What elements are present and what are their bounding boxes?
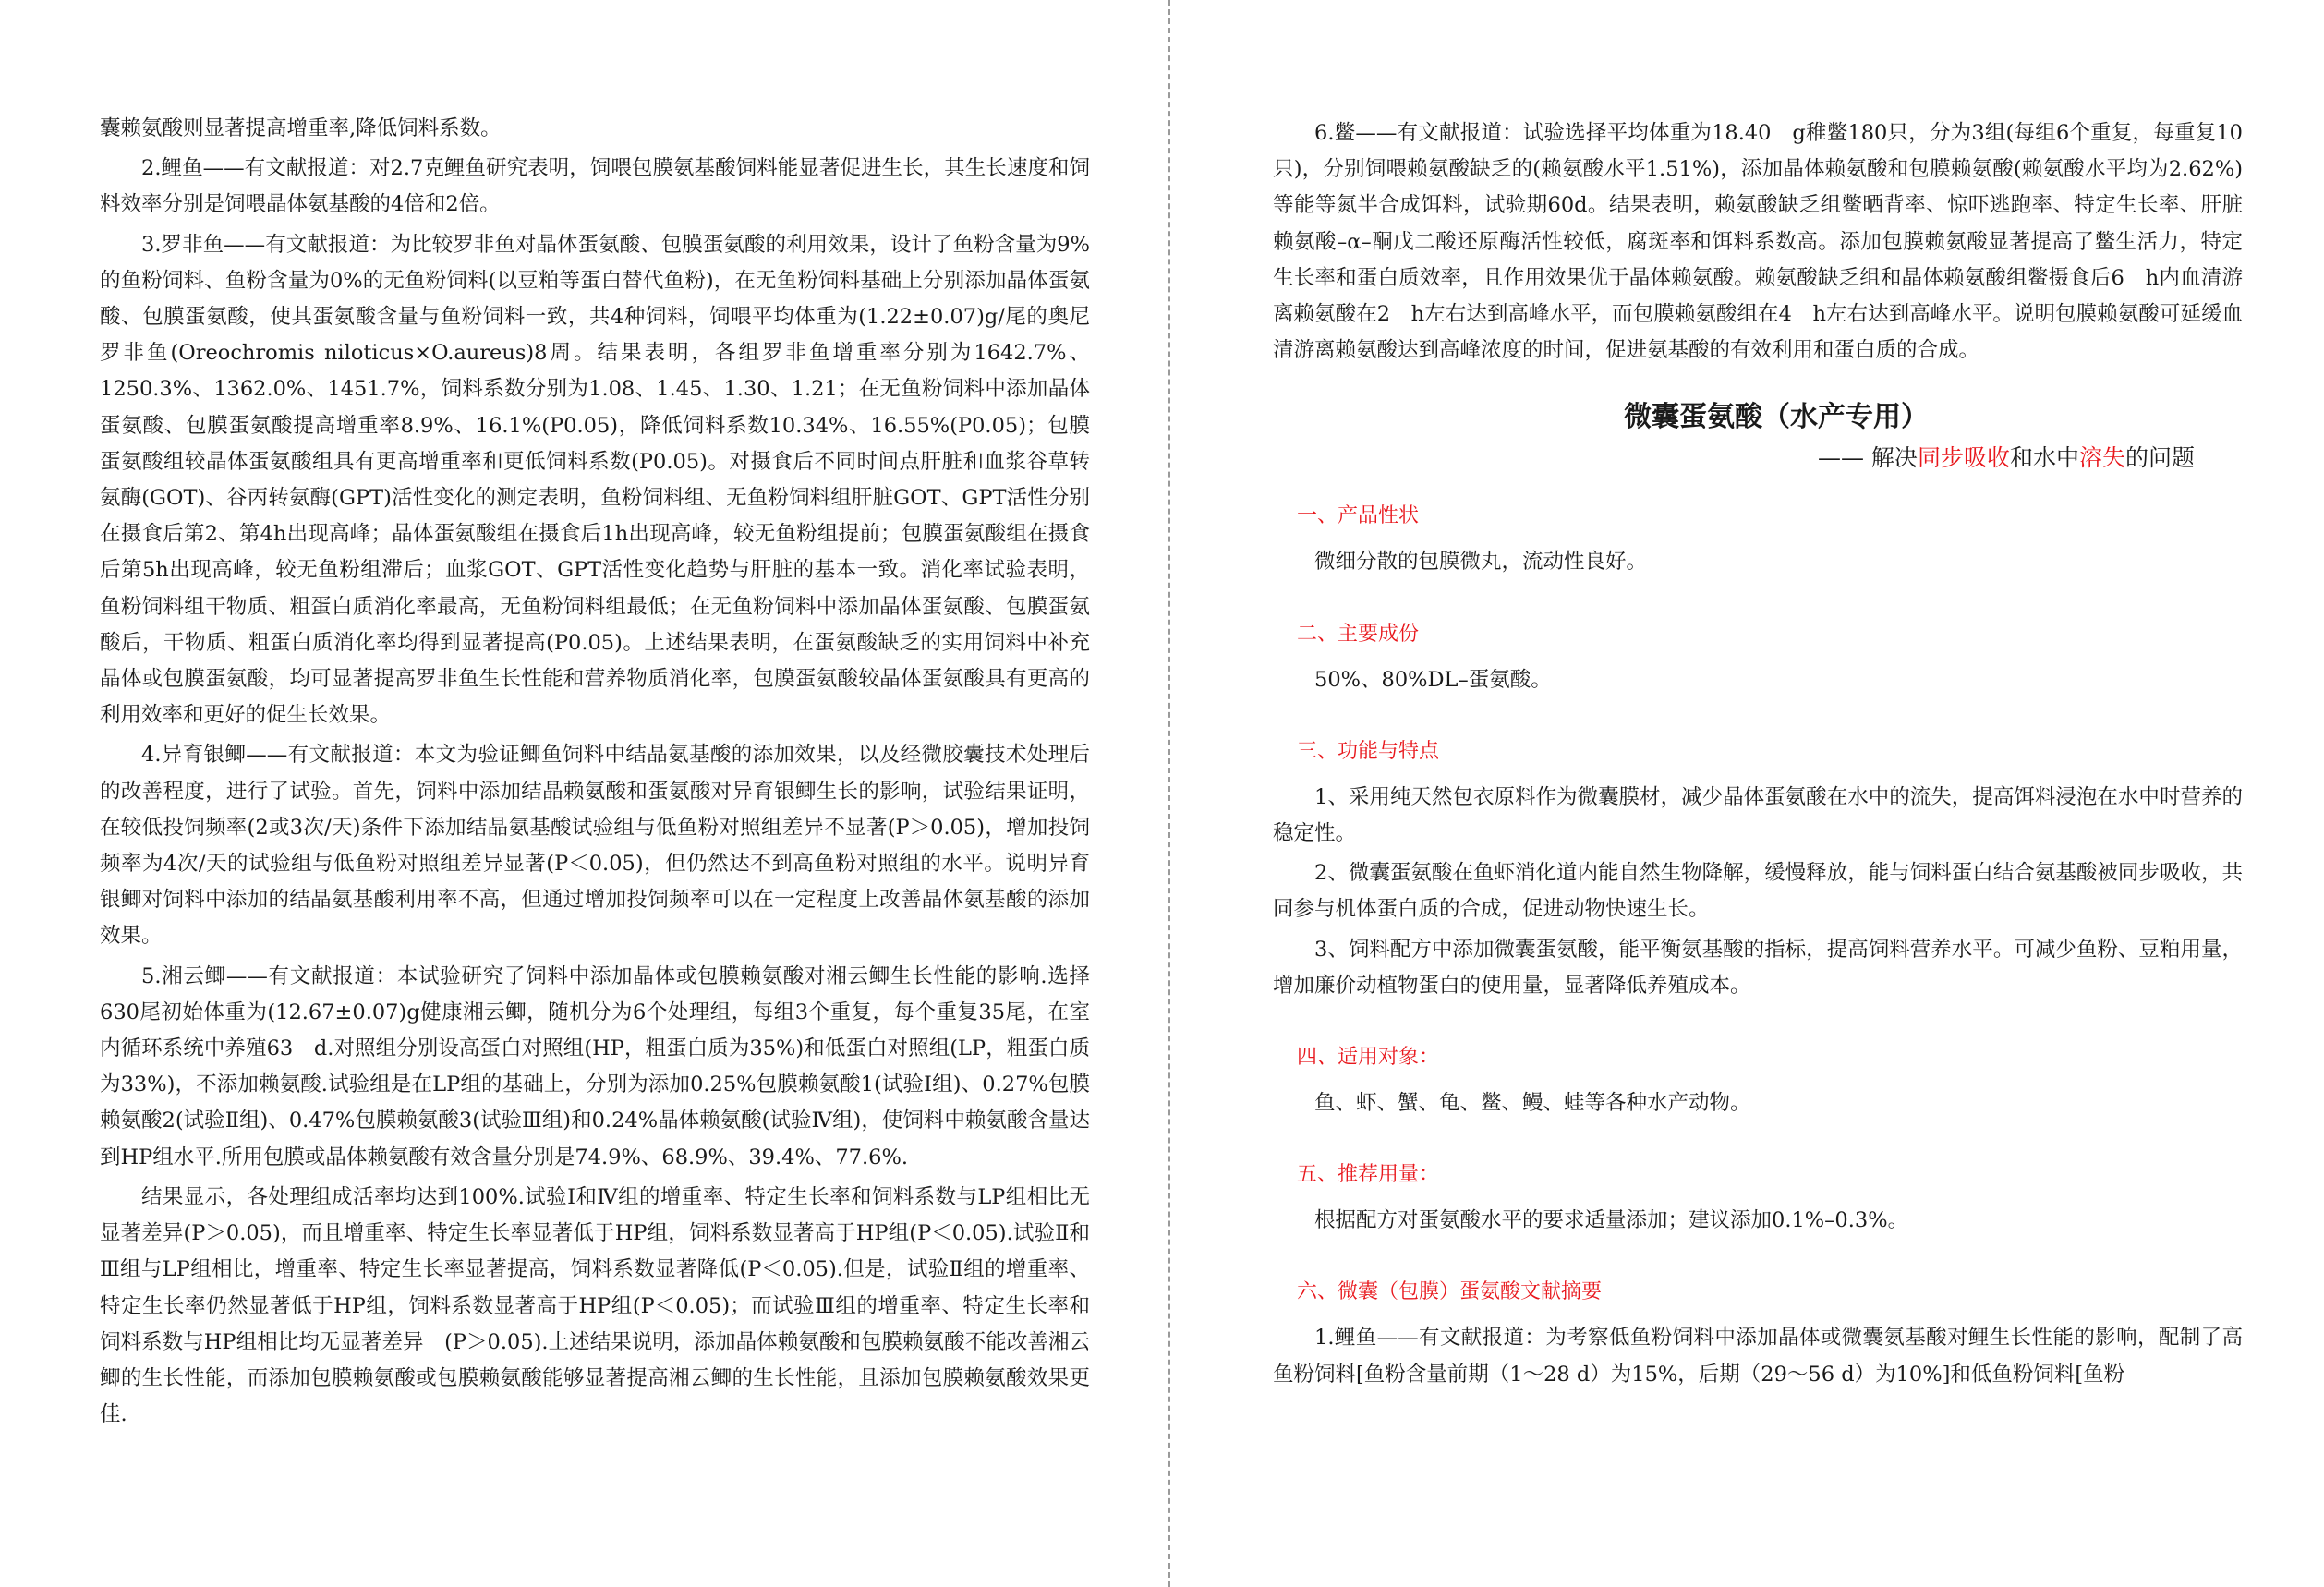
section-text-literature: 1.鲤鱼——有文献报道：为考察低鱼粉饲料中添加晶体或微囊氨基酸对鲤生长性能的影响，配制了高鱼粉饲料[鱼粉含量前期（1～28 d）为15%，后期（29～56 d）为10%]和低鱼粉饲料[鱼粉 xyxy=(1273,1326,2243,1387)
section-text-properties: 微细分散的包膜微丸，流动性良好。 xyxy=(1314,550,1648,575)
subtitle-suffix: 的问题 xyxy=(2124,444,2195,472)
paragraph-tilapia: 3.罗非鱼——有文献报道：为比较罗非鱼对晶体蛋氨酸、包膜蛋氨酸的利用效果，设计了鱼粉含量为9%的鱼粉饲料、鱼粉含量为0%的无鱼粉饲料(以豆粕等蛋白替代鱼粉)，在无鱼粉饲料基础上分别添加晶体蛋氨酸、包膜蛋氨酸，使其蛋氨酸含量与鱼粉饲料一致，共4种饲料，饲喂平均体重为(1.22±0.07)g/尾的奥尼罗非鱼(Oreochromis niloticus×O.aureus)8周。结果表明，各组罗非鱼增重率分别为1642.7%、1250.3%、1362.0%、1451.7%，饲料系数分别为1.08、1.45、1.30、1.21；在无鱼粉饲料中添加晶体蛋氨酸、包膜蛋氨酸提高增重率8.9%、16.1%(P0.05)，降低饲料系数10.34%、16.55%(P0.05)；包膜蛋氨酸组较晶体蛋氨酸组具有更高增重率和更低饲料系数(P0.05)。对摄食后不同时间点肝脏和血浆谷草转氨酶(GOT)、谷丙转氨酶(GPT)活性变化的测定表明，鱼粉饲料组、无鱼粉饲料组肝脏GOT、GPT活性分别在摄食后第2、第4h出现高峰；晶体蛋氨酸组在摄食后1h出现高峰，较无鱼粉组提前；包膜蛋氨酸组在摄食后第5h出现高峰，较无鱼粉组滞后；血浆GOT、GPT活性变化趋势与肝脏的基本一致。消化率试验表明，鱼粉饲料组干物质、粗蛋白质消化率最高，无鱼粉饲料组最低；在无鱼粉饲料中添加晶体蛋氨酸、包膜蛋氨酸后，干物质、粗蛋白质消化率均得到显著提高(P0.05)。上述结果表明，在蛋氨酸缺乏的实用饲料中补充晶体或包膜蛋氨酸，均可显著提高罗非鱼生长性能和营养物质消化率，包膜蛋氨酸较晶体蛋氨酸具有更高的利用效率和更好的促生长效果。 xyxy=(100,232,1090,728)
section-title-applicable: 四、适用对象： xyxy=(1297,1046,1440,1070)
subtitle-prefix: —— 解决 xyxy=(1817,444,1918,472)
paragraph-results: 结果显示，各处理组成活率均达到100%.试验Ⅰ和Ⅳ组的增重率、特定生长率和饲料系数与LP组相比无显著差异(P＞0.05)，而且增重率、特定生长率显著低于HP组，饲料系数显著高于HP组(P＜0.05).试验Ⅱ和Ⅲ组与LP组相比，增重率、特定生长率显著提高，饲料系数显著降低(P＜0.05).但是，试验Ⅱ组的增重率、特定生长率仍然显著低于HP组，饲料系数显著高于HP组(P＜0.05)；而试验Ⅲ组的增重率、特定生长率和饲料系数与HP组相比均无显著差异 (P＞0.05).上述结果说明，添加晶体赖氨酸和包膜赖氨酸不能改善湘云鲫的生长性能，而添加包膜赖氨酸或包膜赖氨酸能够显著提高湘云鲫的生长性能，且添加包膜赖氨酸效果更佳. xyxy=(100,1184,1090,1427)
paragraph-carp: 2.鲤鱼——有文献报道：对2.7克鲤鱼研究表明，饲喂包膜氨基酸饲料能显著促进生长，其生长速度和饲料效率分别是饲喂晶体氨基酸的4倍和2倍。 xyxy=(100,156,1090,217)
feature-item: 1、采用纯天然包衣原料作为微囊膜材，减少晶体蛋氨酸在水中的流失，提高饵料浸泡在水中时营养的稳定性。 xyxy=(1273,784,2243,846)
right-column xyxy=(1273,115,2243,1397)
left-column xyxy=(100,111,1090,1436)
section-title-features: 三、功能与特点 xyxy=(1297,739,1440,763)
section-text-ingredients: 50%、80%DL–蛋氨酸。 xyxy=(1314,667,1552,692)
product-title: 微囊蛋氨酸（水产专用） xyxy=(1624,401,1929,434)
right-page xyxy=(1170,0,2324,1587)
subtitle-highlight-dissolution-loss: 溶失 xyxy=(2078,444,2125,472)
feature-item: 3、饲料配方中添加微囊蛋氨酸，能平衡氨基酸的指标，提高饲料营养水平。可减少鱼粉、豆粕用量，增加廉价动植物蛋白的使用量，显著降低养殖成本。 xyxy=(1273,937,2243,998)
paragraph-xiangyun-crucian: 5.湘云鲫——有文献报道：本试验研究了饲料中添加晶体或包膜赖氨酸对湘云鲫生长性能的影响.选择630尾初始体重为(12.67±0.07)g健康湘云鲫，随机分为6个处理组，每组3个重复，每个重复35尾，在室内循环系统中养殖63 d.对照组分别设高蛋白对照组(HP，粗蛋白质为35%)和低蛋白对照组(LP，粗蛋白质为33%)，不添加赖氨酸.试验组是在LP组的基础上，分别为添加0.25%包膜赖氨酸1(试验Ⅰ组)、0.27%包膜赖氨酸2(试验Ⅱ组)、0.47%包膜赖氨酸3(试验Ⅲ组)和0.24%晶体赖氨酸(试验Ⅳ组)，使饲料中赖氨酸含量达到HP组水平.所用包膜或晶体赖氨酸有效含量分别是74.9%、68.9%、39.4%、77.6%. xyxy=(100,963,1090,1169)
paragraph-crucian-carp: 4.异育银鲫——有文献报道：本文为验证鲫鱼饲料中结晶氨基酸的添加效果，以及经微胶囊技术处理后的改善程度，进行了试验。首先，饲料中添加结晶赖氨酸和蛋氨酸对异育银鲫生长的影响，试验结果证明，在较低投饲频率(2或3次/天)条件下添加结晶氨基酸试验组与低鱼粉对照组差异不显著(P＞0.05)，增加投饲频率为4次/天的试验组与低鱼粉对照组差异显著(P＜0.05)，但仍然达不到高鱼粉对照组的水平。说明异育银鲫对饲料中添加的结晶氨基酸利用率不高，但通过增加投饲频率可以在一定程度上改善晶体氨基酸的添加效果。 xyxy=(100,743,1090,949)
subtitle-highlight-sync-absorption: 同步吸收 xyxy=(1917,444,2010,472)
paragraph-lysine-conclusion: 囊赖氨酸则显著提高增重率,降低饲料系数。 xyxy=(100,116,502,140)
feature-item: 2、微囊蛋氨酸在鱼虾消化道内能自然生物降解，缓慢释放，能与饲料蛋白结合氨基酸被同步吸收，共同参与机体蛋白质的合成，促进动物快速生长。 xyxy=(1273,861,2243,922)
section-title-dosage: 五、推荐用量： xyxy=(1297,1163,1440,1187)
paragraph-turtle: 6.鳖——有文献报道：试验选择平均体重为18.40 g稚鳖180只，分为3组(每组6个重复，每重复10只)，分别饲喂赖氨酸缺乏的(赖氨酸水平1.51%)，添加晶体赖氨酸和包膜赖氨酸(赖氨酸水平均为2.62%)等能等氮半合成饵料，试验期60d。结果表明，赖氨酸缺乏组鳖晒背率、惊吓逃跑率、特定生长率、肝脏赖氨酸–α–酮戊二酸还原酶活性较低，腐斑率和饵料系数高。添加包膜赖氨酸显著提高了鳖生活力，特定生长率和蛋白质效率，且作用效果优于晶体赖氨酸。赖氨酸缺乏组和晶体赖氨酸组鳖摄食后6 h内血清游离赖氨酸在2 h左右达到高峰水平，而包膜赖氨酸组在4 h左右达到高峰水平。说明包膜赖氨酸可延缓血清游离赖氨酸达到高峰浓度的时间，促进氨基酸的有效利用和蛋白质的合成。 xyxy=(1273,121,2243,363)
section-title-properties: 一、产品性状 xyxy=(1297,504,1420,528)
section-text-applicable: 鱼、虾、蟹、龟、鳖、鳗、蛙等各种水产动物。 xyxy=(1314,1091,1751,1116)
section-text-dosage: 根据配方对蛋氨酸水平的要求适量添加；建议添加0.1%–0.3%。 xyxy=(1314,1208,1909,1233)
product-subtitle xyxy=(1273,439,2195,478)
subtitle-mid: 和水中 xyxy=(2009,444,2079,472)
section-title-ingredients: 二、主要成份 xyxy=(1297,622,1420,646)
section-title-literature: 六、微囊（包膜）蛋氨酸文献摘要 xyxy=(1297,1280,1603,1304)
